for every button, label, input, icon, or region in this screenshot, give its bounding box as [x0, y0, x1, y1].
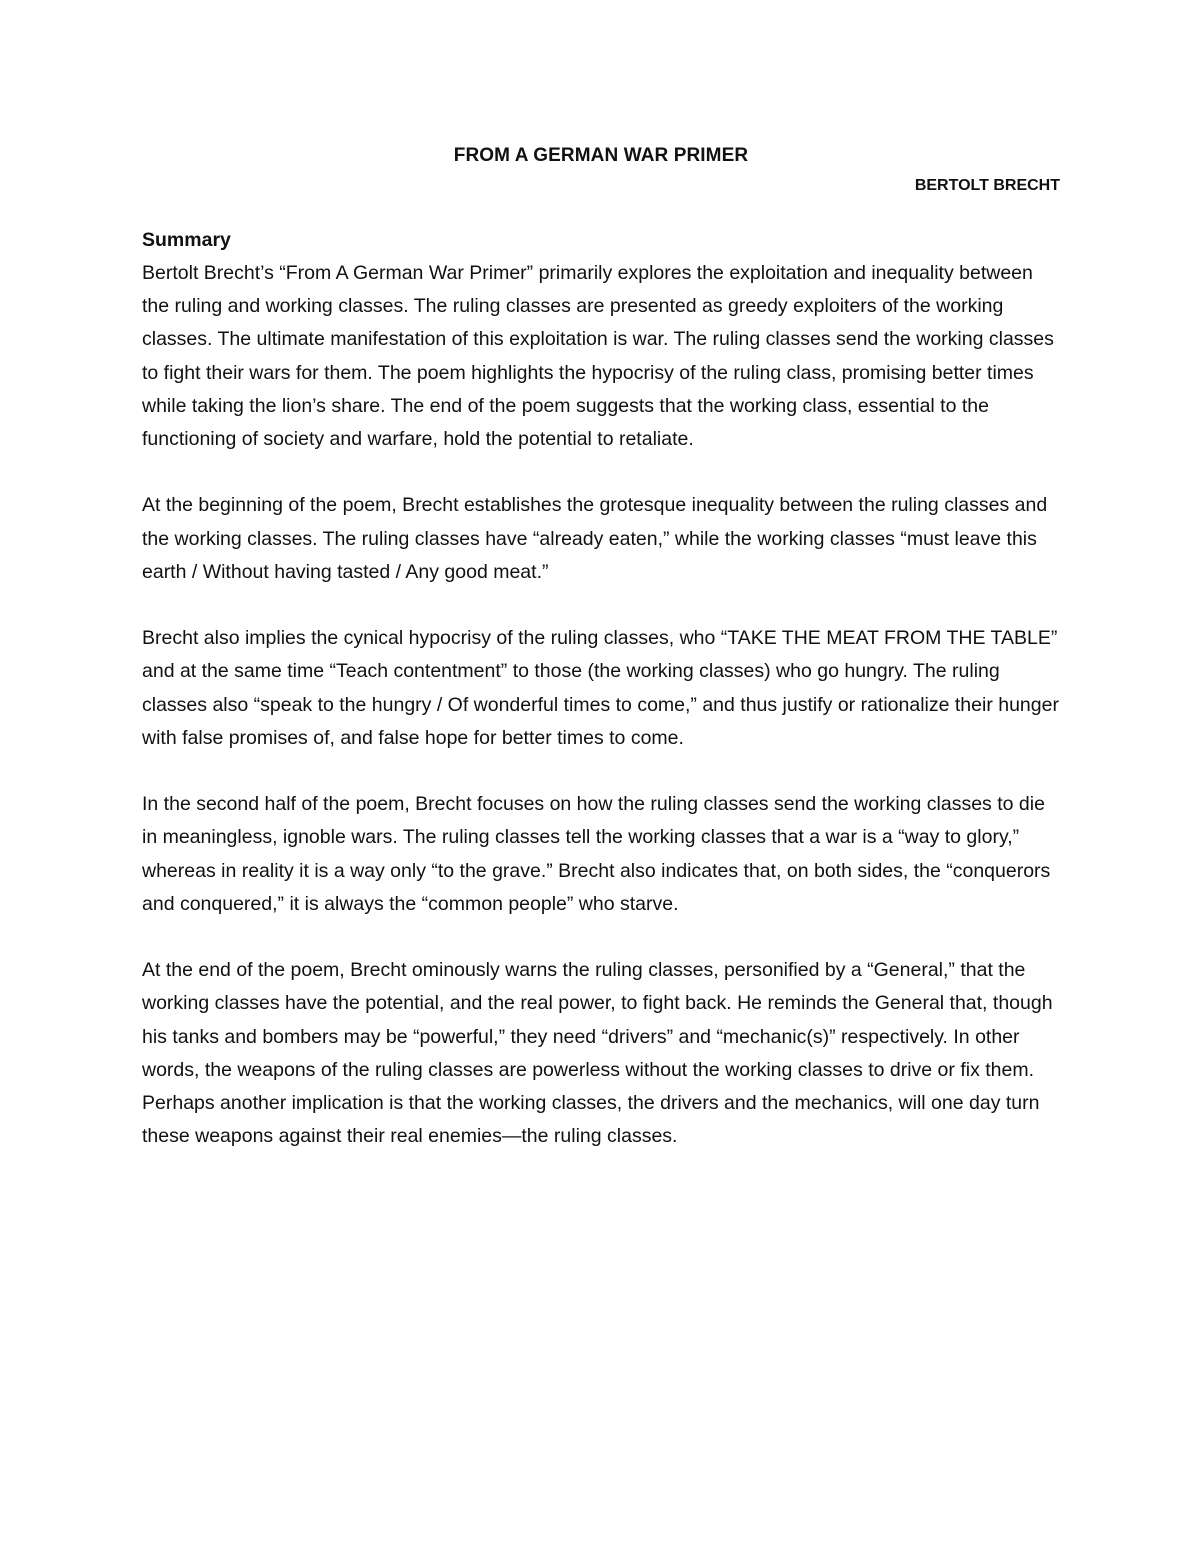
paragraph-2: At the beginning of the poem, Brecht establishes the grotesque inequality between the ruling classes and the working classes. The ruling classes have “already eaten,” while the working classes “must leave this earth / Without having tasted / Any good meat.” — [142, 494, 1048, 583]
document-title: FROM A GERMAN WAR PRIMER — [453, 145, 749, 166]
document-body — [142, 140, 1060, 1153]
paragraph-1: Bertolt Brecht’s “From A German War Primer” primarily explores the exploitation and inequality between the ruling and working classes. The ruling classes are presented as greedy exploiters of the working classes. The ultimate manifestation of this exploitation is war. The ruling classes send the working classes to fight their wars for them. The poem highlights the hypocrisy of the ruling class, promising better times while taking the lion’s share. The end of the poem suggests that the working class, essential to the functioning of society and warfare, hold the potential to retaliate. — [142, 262, 1054, 451]
document-author: BERTOLT BRECHT — [914, 177, 1060, 194]
section-heading-summary: Summary — [142, 229, 231, 251]
paragraph-3: Brecht also implies the cynical hypocrisy of the ruling classes, who “TAKE THE MEAT FROM THE TABLE” and at the same time “Teach contentment” to those (the working classes) who go hungry. The ruling classes also “speak to the hungry / Of wonderful times to come,” and thus justify or rationalize their hunger with false promises of, and false hope for better times to come. — [142, 627, 1059, 749]
paragraph-5: At the end of the poem, Brecht ominously warns the ruling classes, personified by a “General,” that the working classes have the potential, and the real power, to fight back. He reminds the General that, though his tanks and bombers may be “powerful,” they need “drivers” and “mechanic(s)” respectively. In other words, the weapons of the ruling classes are powerless without the working classes to drive or fix them. Perhaps another implication is that the working classes, the drivers and the mechanics, will one day turn these weapons against their real enemies—the ruling classes. — [142, 959, 1053, 1148]
paragraph-4: In the second half of the poem, Brecht focuses on how the ruling classes send the working classes to die in meaningless, ignoble wars. The ruling classes tell the working classes that a war is a “way to glory,” whereas in reality it is a way only “to the grave.” Brecht also indicates that, on both sides, the “conquerors and conquered,” it is always the “common people” who starve. — [142, 793, 1051, 915]
